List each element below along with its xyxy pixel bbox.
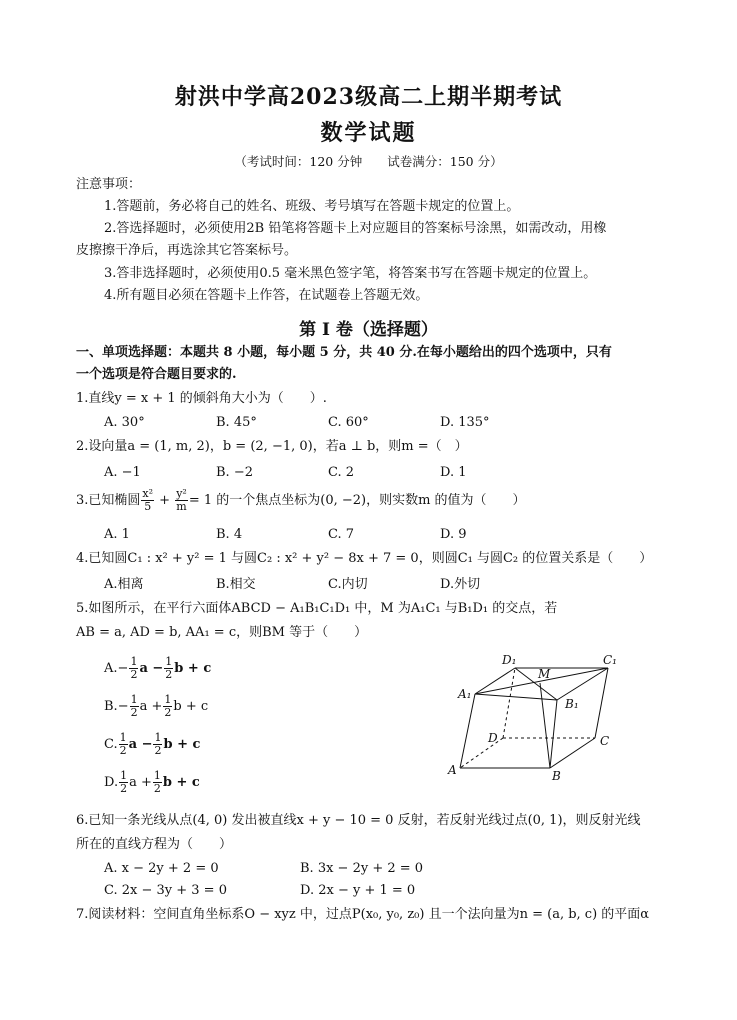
q5-b-half2-den: 2 [164, 706, 172, 719]
q3-frac-x-num: x² [142, 487, 154, 500]
q5-a-end: b + c [174, 661, 212, 676]
q5-stem-line1: 5.如图所示，在平行六面体ABCD − A₁B₁C₁D₁ 中，M 为A₁C₁ 与B₁D₁ 的交点，若 [76, 601, 558, 616]
q6-option-d: D. 2x − y + 1 = 0 [300, 883, 416, 898]
edge-b-c [550, 738, 595, 768]
q4-option-c: C.内切 [328, 577, 368, 592]
q5-d-half2-num: 1 [153, 769, 161, 782]
q5-option-a [104, 656, 211, 682]
segment-b-m [540, 683, 550, 768]
parallelepiped-figure [440, 650, 640, 785]
q4-option-a: A.相离 [104, 577, 144, 592]
q5-d-half2 [153, 770, 162, 795]
q5-b-half1-num: 1 [130, 693, 138, 706]
exam-title: 射洪中学高2023级高二上期半期考试 [174, 84, 563, 110]
label-a1: A₁ [458, 687, 472, 701]
q3-stem-post: = 1 的一个焦点坐标为(0, −2)，则实数m 的值为（ ） [188, 493, 526, 508]
note-2-line1: 2.答选择题时，必须使用2B 铅笔将答题卡上对应题目的答案标号涂黑，如需改动，用橡 [104, 221, 607, 236]
q3-option-d: D. 9 [440, 527, 467, 542]
q3-frac-y-den: m [176, 500, 187, 513]
q5-option-d [104, 770, 200, 796]
section-desc-line2: 一个选项是符合题目要求的. [76, 367, 237, 382]
q5-d-half1-num: 1 [120, 769, 128, 782]
section-title: 第 I 卷（选择题） [299, 320, 438, 340]
q2-option-c: C. 2 [328, 465, 355, 480]
q6-option-a: A. x − 2y + 2 = 0 [104, 861, 219, 876]
q5-b-half1 [130, 694, 139, 719]
q5-d-end: b + c [162, 775, 200, 790]
q6-stem-line1: 6.已知一条光线从点(4, 0) 发出被直线x + y − 10 = 0 反射，若反射光线过点(0, 1)，则反射光线 [76, 813, 641, 828]
q3-frac-x-den: 5 [144, 500, 152, 513]
q5-b-mid: a + [139, 699, 163, 714]
q3-frac-y [175, 488, 188, 513]
q5-a-half2-num: 1 [165, 655, 173, 668]
q4-stem: 4.已知圆C₁ : x² + y² = 1 与圆C₂ : x² + y² − 8x + 7 = 0，则圆C₁ 与圆C₂ 的位置关系是（ ） [76, 551, 653, 566]
edge-b-b1 [550, 700, 557, 768]
q3-stem-pre: 3.已知椭圆 [76, 493, 141, 508]
q5-a-label: A. [104, 661, 118, 676]
q1-stem: 1.直线y = x + 1 的倾斜角大小为（ ）. [76, 391, 327, 406]
label-b: B [552, 769, 561, 783]
diag-b1-d1 [515, 668, 557, 700]
q5-c-half1-den: 2 [119, 744, 127, 757]
q5-d-half2-den: 2 [153, 782, 161, 795]
q5-option-b [104, 694, 208, 720]
q6-stem-line2: 所在的直线方程为（ ） [76, 837, 233, 852]
q5-a-half2 [164, 656, 173, 681]
section-desc-line1: 一、单项选择题：本题共 8 小题，每小题 5 分，共 40 分.在每小题给出的四个选项中，只有 [76, 345, 612, 360]
q5-c-mid: a − [128, 737, 153, 752]
q1-option-a: A. 30° [104, 415, 145, 430]
q1-option-c: C. 60° [328, 415, 369, 430]
q5-a-half1-den: 2 [130, 668, 138, 681]
q5-c-half2 [153, 732, 162, 757]
q5-c-half2-den: 2 [154, 744, 162, 757]
q3-option-c: C. 7 [328, 527, 355, 542]
q3-frac-y-num: y² [176, 487, 187, 500]
q3-option-a: A. 1 [104, 527, 130, 542]
q5-c-end: b + c [163, 737, 201, 752]
label-d1: D₁ [502, 653, 517, 667]
note-2-line2: 皮擦擦干净后，再选涂其它答案标号。 [76, 243, 298, 258]
q2-option-d: D. 1 [440, 465, 467, 480]
q3-stem: 3.已知椭圆 $\frac{\text{x²}}{5}$ + $\frac{\text{y²}}{m}$ = 1 的一个焦点坐标为(0, −2)，则实数m 的值为（ ） [76, 487, 526, 513]
q4-option-b: B.相交 [216, 577, 256, 592]
label-b1: B₁ [565, 697, 579, 711]
q5-c-half2-num: 1 [154, 731, 162, 744]
q1-option-d: D. 135° [440, 415, 490, 430]
notes-heading: 注意事项： [76, 177, 142, 192]
edge-a-a1 [460, 694, 475, 768]
edge-a1-b1 [475, 694, 557, 700]
q5-b-half2-num: 1 [164, 693, 172, 706]
q5-d-half1 [119, 770, 128, 795]
q5-b-end: b + c [173, 699, 209, 714]
edge-c-c1 [595, 668, 608, 738]
q5-a-mid: a − [139, 661, 164, 676]
q3-option-b: B. 4 [216, 527, 243, 542]
q5-b-half2 [163, 694, 172, 719]
q3-frac-x [141, 488, 154, 513]
label-d: D [488, 731, 498, 745]
exam-info: （考试时间：120 分钟 试卷满分：150 分） [234, 154, 503, 169]
label-a: A [448, 763, 457, 777]
note-4: 4.所有题目必须在答题卡上作答，在试题卷上答题无效。 [104, 288, 429, 303]
q5-c-half1-num: 1 [119, 731, 127, 744]
note-1: 1.答题前，务必将自己的姓名、班级、考号填写在答题卡规定的位置上。 [104, 199, 520, 214]
q5-c-label: C. [104, 737, 118, 752]
exam-subject: 数学试题 [320, 120, 417, 146]
q6-option-b: B. 3x − 2y + 2 = 0 [300, 861, 424, 876]
edge-d-d1-hidden [503, 668, 515, 738]
q2-stem: 2.设向量a = (1, m, 2)，b = (2, −1, 0)，若a ⊥ b，则m =（ ） [76, 439, 468, 454]
q5-d-mid: a + [129, 775, 152, 790]
q4-option-d: D.外切 [440, 577, 481, 592]
q5-a-half1 [129, 656, 138, 681]
q2-option-a: A. −1 [104, 465, 141, 480]
q5-d-label: D. [104, 775, 119, 790]
q2-option-b: B. −2 [216, 465, 253, 480]
q5-a-half2-den: 2 [165, 668, 173, 681]
q7-stem: 7.阅读材料：空间直角坐标系O − xyz 中，过点P(x₀, y₀, z₀) 且一个法向量为n = (a, b, c) 的平面α [76, 907, 650, 922]
label-c1: C₁ [603, 653, 617, 667]
q5-b-sign: − [117, 699, 129, 714]
q6-option-c: C. 2x − 3y + 3 = 0 [104, 883, 227, 898]
q5-option-c [104, 732, 200, 758]
label-m: M [538, 667, 551, 681]
label-c: C [600, 734, 610, 748]
q5-stem-line2: AB = a, AD = b, AA₁ = c，则BM 等于（ ） [76, 625, 368, 640]
q1-option-b: B. 45° [216, 415, 257, 430]
q5-b-label: B. [104, 699, 118, 714]
q5-a-sign: − [117, 661, 129, 676]
q5-c-half1 [119, 732, 128, 757]
q5-b-half1-den: 2 [130, 706, 138, 719]
note-3: 3.答非选择题时，必须使用0.5 毫米黑色签字笔，将答案书写在答题卡规定的位置上。 [104, 266, 597, 281]
q5-d-half1-den: 2 [120, 782, 128, 795]
q5-a-half1-num: 1 [130, 655, 138, 668]
